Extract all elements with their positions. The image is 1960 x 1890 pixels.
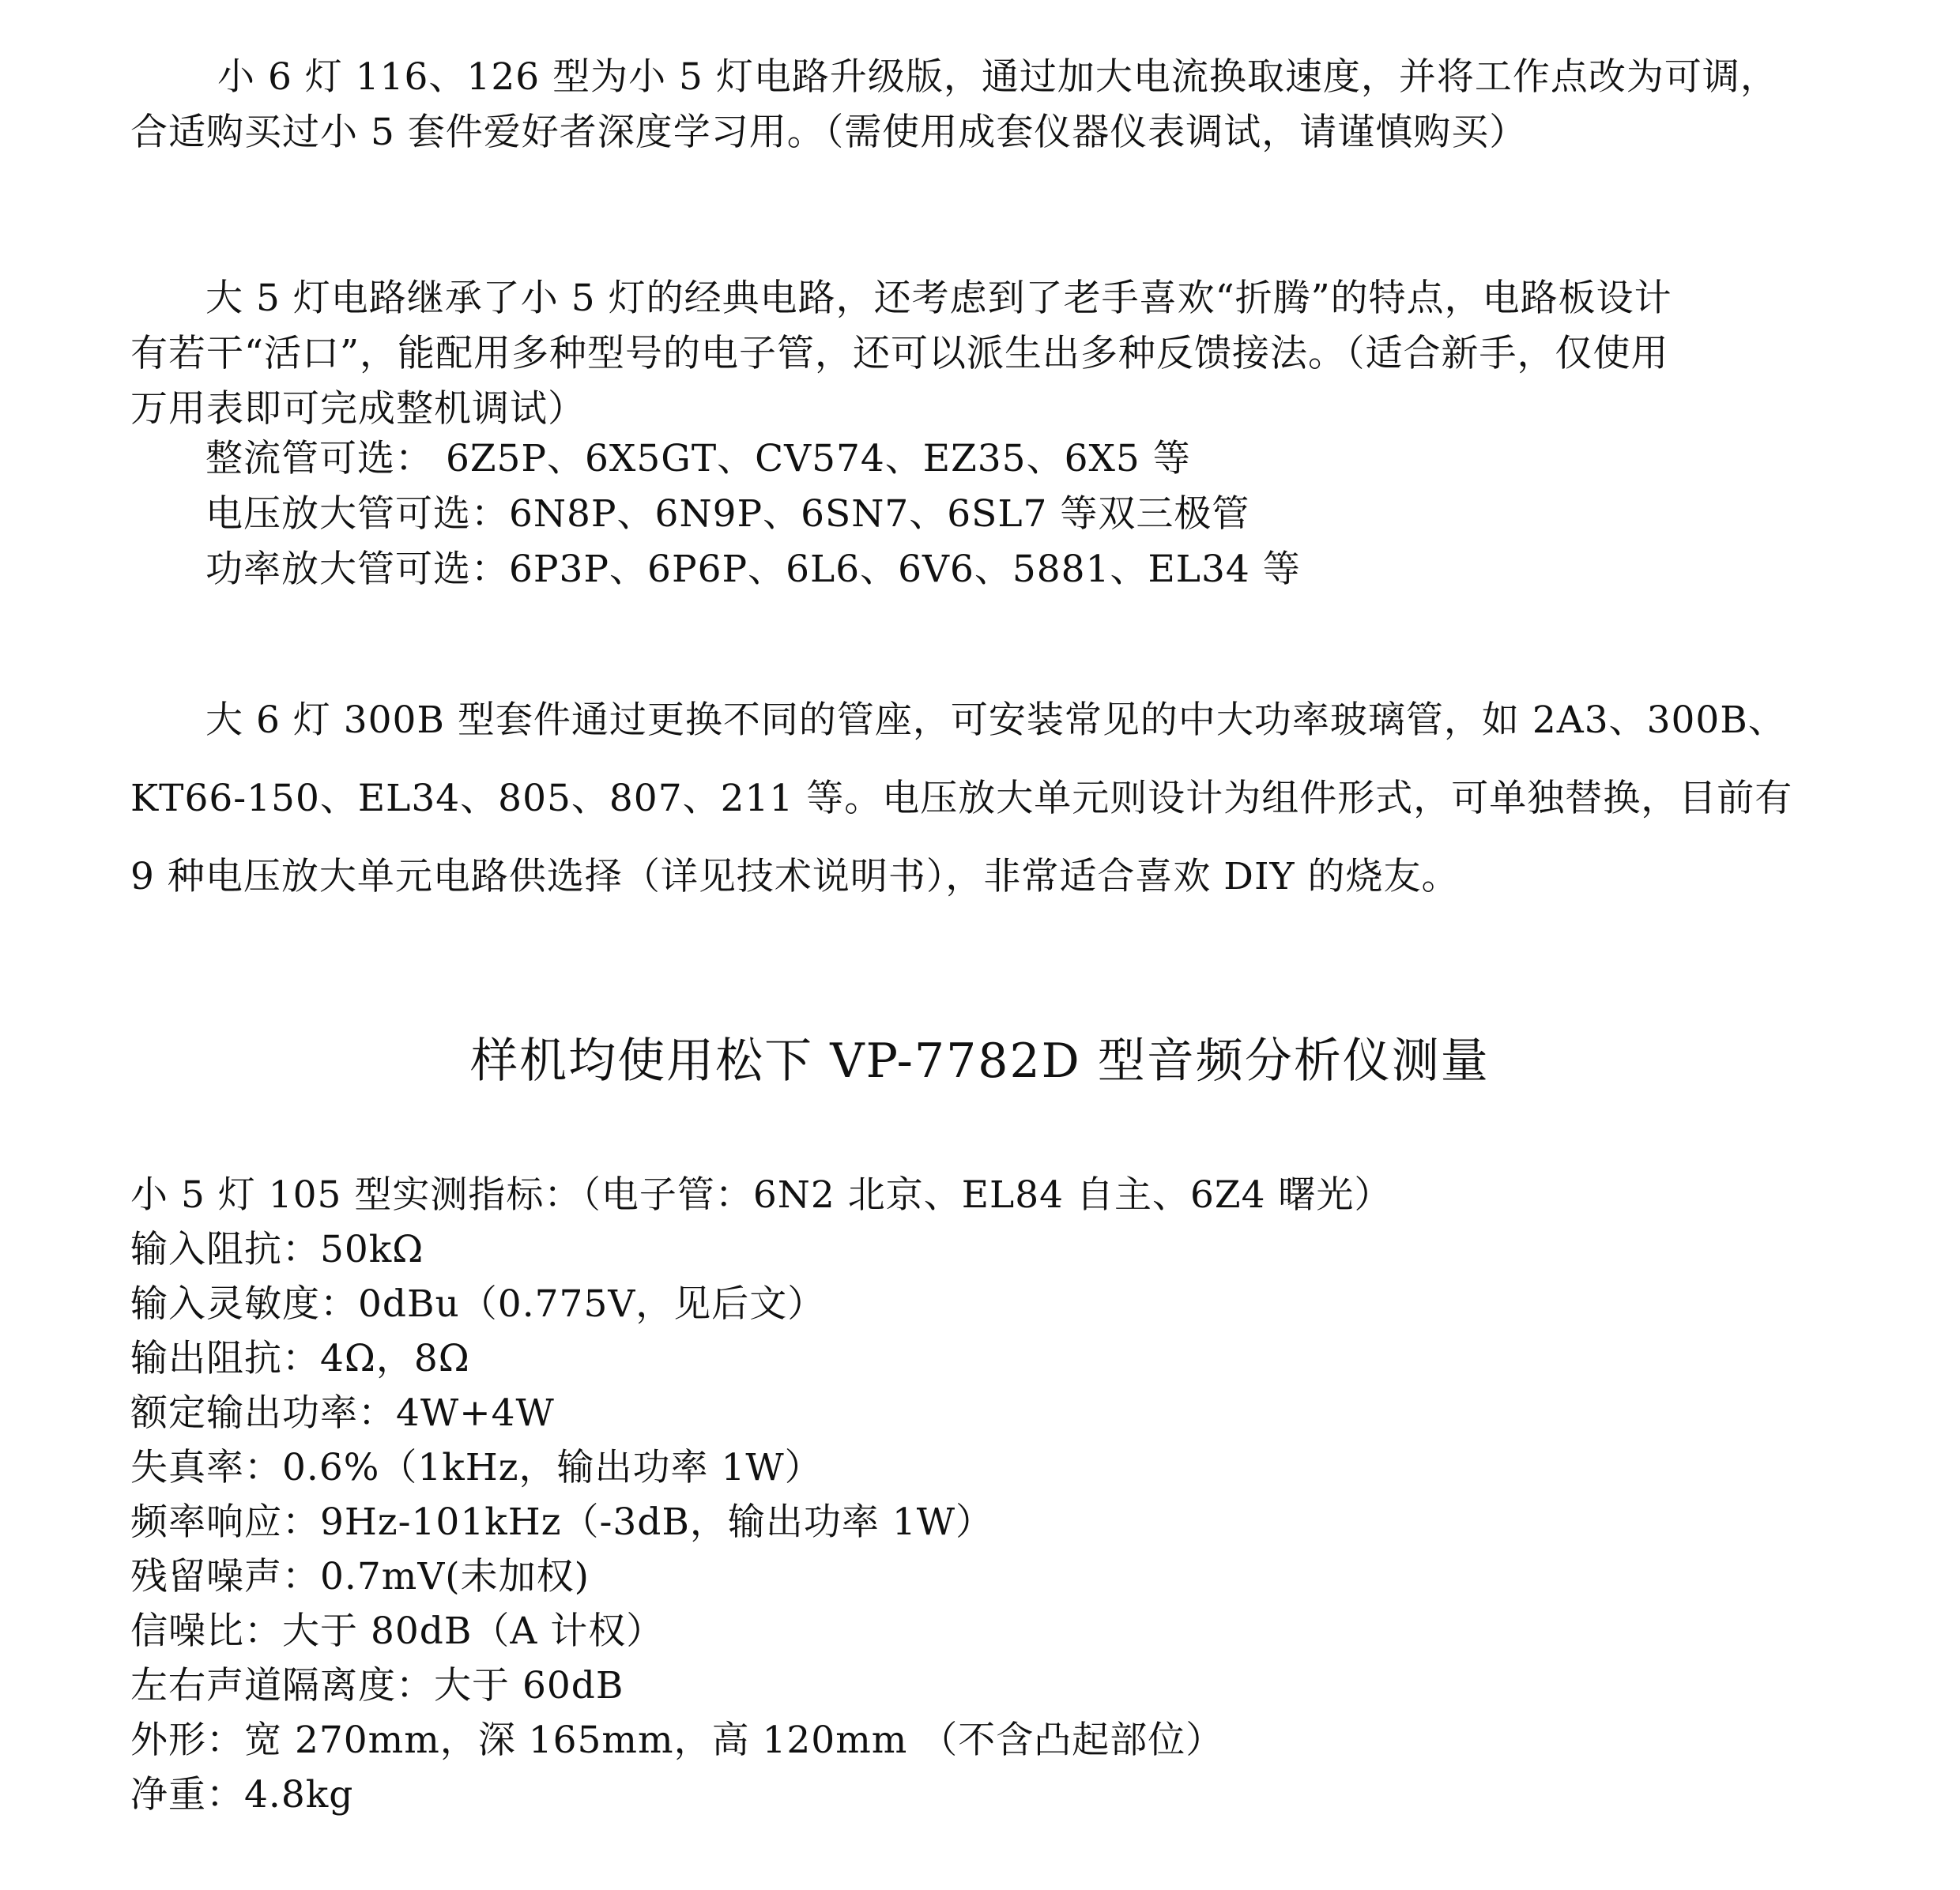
spec-input-impedance: 输入阻抗：50kΩ xyxy=(130,1228,424,1271)
small6-paragraph xyxy=(130,50,1830,160)
big6-line-1: 大 6 灯 300B 型套件通过更换不同的管座，可安装常见的中大功率玻璃管，如 2A3、300B、 xyxy=(205,698,1786,742)
power-amp-tube-options: 功率放大管可选：6P3P、6P6P、6L6、6V6、5881、EL34 等 xyxy=(205,548,1301,591)
spec-channel-separation: 左右声道隔离度：大于 60dB xyxy=(130,1664,624,1707)
rectifier-tube-options: 整流管可选： 6Z5P、6X5GT、CV574、EZ35、6X5 等 xyxy=(205,437,1191,480)
spec-input-sensitivity: 输入灵敏度：0dBu（0.775V，见后文） xyxy=(130,1282,826,1326)
spec-dimensions: 外形：宽 270mm，深 165mm，高 120mm （不含凸起部位） xyxy=(130,1719,1224,1762)
spec-snr: 信噪比：大于 80dB（A 计权） xyxy=(130,1610,665,1653)
spec-frequency-response: 频率响应：9Hz-101kHz（-3dB，输出功率 1W） xyxy=(130,1500,994,1544)
big5-paragraph xyxy=(130,271,1830,437)
voltage-amp-tube-options: 电压放大管可选：6N8P、6N9P、6SN7、6SL7 等双三极管 xyxy=(205,492,1250,536)
measurement-heading: 样机均使用松下 VP-7782D 型音频分析仪测量 xyxy=(470,1033,1490,1089)
spec-list xyxy=(130,1168,1830,1822)
big6-line-3: 9 种电压放大单元电路供选择（详见技术说明书），非常适合喜欢 DIY 的烧友。 xyxy=(130,855,1460,898)
big5-line-2: 有若干“活口”，能配用多种型号的电子管，还可以派生出多种反馈接法。（适合新手，仅使用 xyxy=(130,332,1669,375)
spec-net-weight: 净重：4.8kg xyxy=(130,1773,354,1817)
small6-line-2: 合适购买过小 5 套件爱好者深度学习用。（需使用成套仪器仪表调试，请谨慎购买） xyxy=(130,111,1528,154)
big6-paragraph xyxy=(130,681,1830,916)
spec-residual-noise: 残留噪声：0.7mV(未加权) xyxy=(130,1555,590,1598)
big5-tube-options xyxy=(130,431,1830,597)
small6-line-1: 小 6 灯 116、126 型为小 5 灯电路升级版，通过加大电流换取速度，并将工作点改为可调， xyxy=(217,55,1778,99)
spec-rated-power: 额定输出功率：4W+4W xyxy=(130,1391,555,1435)
spec-title: 小 5 灯 105 型实测指标：（电子管：6N2 北京、EL84 自主、6Z4 曙光） xyxy=(130,1173,1393,1217)
big6-line-2: KT66-150、EL34、805、807、211 等。电压放大单元则设计为组件形式，可单独替换，目前有 xyxy=(130,777,1793,820)
spec-distortion: 失真率：0.6%（1kHz，输出功率 1W） xyxy=(130,1446,823,1489)
big5-line-1: 大 5 灯电路继承了小 5 灯的经典电路，还考虑到了老手喜欢“折腾”的特点，电路板设计 xyxy=(205,277,1672,320)
spec-output-impedance: 输出阻抗：4Ω，8Ω xyxy=(130,1337,470,1380)
big5-line-3: 万用表即可完成整机调试） xyxy=(130,387,586,431)
